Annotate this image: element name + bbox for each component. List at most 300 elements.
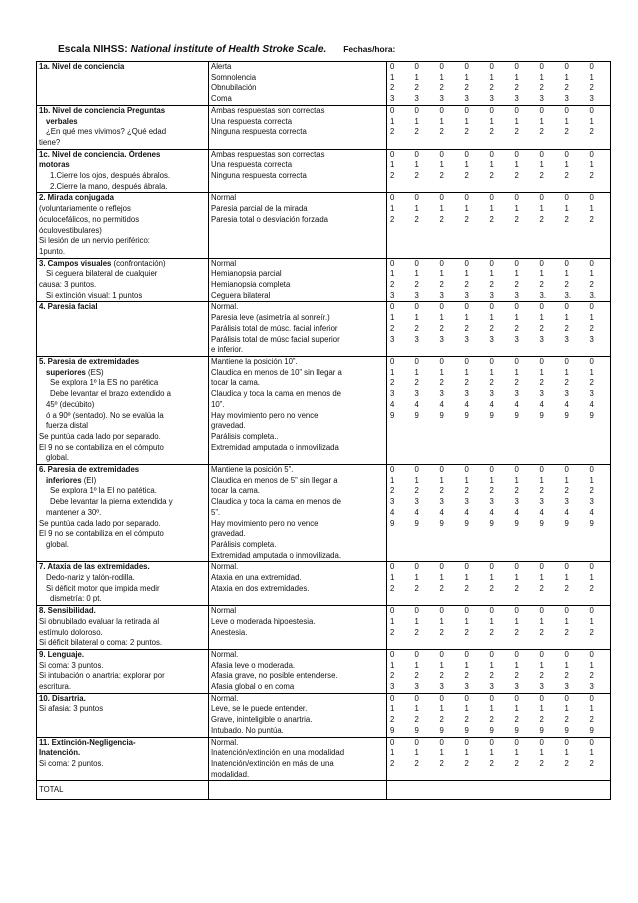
score-value: 0 [464,737,469,747]
score-value: 0 [439,465,444,475]
score-cell[interactable] [487,356,512,464]
score-value: 1 [414,475,419,485]
response-option: modalidad. [211,769,250,779]
response-option: Inatención/extinción en más de una [211,759,334,768]
score-cell[interactable] [462,258,487,302]
score-cell[interactable] [462,737,487,781]
score-cell[interactable] [387,649,412,693]
item-note: superiores (ES) [46,367,104,377]
score-cell[interactable] [537,606,562,650]
score-value: 0 [539,105,544,115]
score-cell[interactable] [587,258,611,302]
score-cell[interactable] [512,149,537,193]
score-cell[interactable] [462,62,487,106]
score-cell[interactable] [387,258,412,302]
score-cell[interactable] [512,562,537,606]
score-value: 0 [539,562,544,572]
score-value: 2 [539,627,544,637]
total-score-cell[interactable] [512,781,537,800]
score-cell[interactable] [387,606,412,650]
score-cell[interactable] [512,193,537,258]
score-cell[interactable] [562,606,587,650]
score-cell[interactable] [387,149,412,193]
response-option: Alerta [211,62,232,71]
score-cell[interactable] [412,149,437,193]
score-value: 1 [414,160,419,170]
score-value: 2 [589,627,594,637]
score-value: 3 [539,334,544,344]
response-option: Normal. [211,562,239,572]
score-cell[interactable] [512,649,537,693]
score-cell[interactable] [587,606,611,650]
score-value: 1 [390,616,395,626]
score-value: 2 [514,171,519,181]
score-cell[interactable] [537,105,562,149]
score-cell[interactable] [387,737,412,781]
score-value: 3 [390,497,395,507]
score-value: 2 [390,214,395,224]
score-value: 9 [439,725,444,735]
score-cell[interactable] [437,193,462,258]
score-cell[interactable] [562,649,587,693]
score-value: 2 [564,378,569,388]
item-note: óculocefálicos, no permitidos [39,214,140,224]
score-value: 0 [390,258,395,268]
score-value: 1 [564,160,569,170]
item-note: Si lesión de un nervio periférico: [39,236,150,246]
score-value: 1 [564,269,569,279]
score-value: 1 [414,573,419,583]
score-cell[interactable] [437,649,462,693]
table-row [37,562,611,606]
score-cell[interactable] [462,649,487,693]
score-cell[interactable] [587,193,611,258]
score-value: 0 [489,737,494,747]
item-note: tiene? [39,137,61,147]
score-cell[interactable] [587,105,611,149]
score-value: 0 [439,302,444,312]
score-value: 1 [489,748,494,758]
score-value: 0 [514,562,519,572]
score-cell[interactable] [412,62,437,106]
response-option: Afasia global o en coma [211,682,295,692]
score-cell[interactable] [512,356,537,464]
score-cell[interactable] [437,258,462,302]
score-value: 0 [439,737,444,747]
score-cell[interactable] [587,62,611,106]
score-value: 4 [414,399,419,409]
score-cell[interactable] [437,606,462,650]
item-title: 4. Paresia facial [39,302,98,312]
score-value: 9 [589,410,594,420]
response-option: Una respuesta correcta [211,116,293,126]
score-value: 1 [589,116,594,126]
score-value: 1 [564,313,569,323]
score-value: 2 [564,323,569,333]
score-value: 0 [390,193,395,203]
score-value: 3 [539,94,544,104]
score-cell[interactable] [412,356,437,464]
item-cell [37,693,209,737]
score-cell[interactable] [387,356,412,464]
response-option: Claudica y toca la cama en menos de [211,389,342,399]
score-value: 3 [439,682,444,692]
score-cell[interactable] [512,465,537,562]
score-value: 2 [390,127,395,137]
score-cell[interactable] [387,62,412,106]
score-cell[interactable] [387,465,412,562]
total-score-cell[interactable] [562,781,587,800]
total-score-cell[interactable] [537,781,562,800]
score-cell[interactable] [487,649,512,693]
response-option: Parálisis total de músc facial superior [211,334,340,344]
score-value: 2 [414,280,419,290]
score-cell[interactable] [512,737,537,781]
score-value: 0 [464,149,469,159]
score-value: 2 [589,759,594,768]
score-value: 0 [514,693,519,703]
score-value: 0 [564,465,569,475]
score-value: 1 [489,660,494,670]
score-value: 1 [589,72,594,82]
score-value: 1 [514,204,519,214]
score-value: 0 [564,62,569,71]
score-cell[interactable] [412,562,437,606]
responses-cell [209,465,387,562]
score-value: 0 [589,302,594,312]
score-cell[interactable] [562,149,587,193]
score-cell[interactable] [437,302,462,357]
score-value: 3 [514,497,519,507]
score-value: 4 [514,507,519,517]
response-option: Ninguna respuesta correcta [211,127,307,137]
item-cell [37,62,209,106]
score-cell[interactable] [537,465,562,562]
score-cell[interactable] [437,562,462,606]
score-value: 1 [414,704,419,714]
score-cell[interactable] [387,105,412,149]
score-value: 0 [489,105,494,115]
score-cell[interactable] [487,193,512,258]
total-score-cell[interactable] [462,781,487,800]
score-value: 1 [489,313,494,323]
score-cell[interactable] [562,693,587,737]
item-note: motoras [39,160,70,170]
score-value: 0 [439,606,444,616]
score-cell[interactable] [562,465,587,562]
score-cell[interactable] [412,302,437,357]
score-cell[interactable] [462,465,487,562]
score-value: 0 [464,105,469,115]
score-value: 2 [514,715,519,725]
score-value: 4 [539,399,544,409]
score-value: 3 [589,94,594,104]
item-note: El 9 no se contabiliza en el cómputo [39,442,164,452]
score-cell[interactable] [487,465,512,562]
score-value: 1 [439,367,444,377]
responses-cell [209,356,387,464]
score-cell[interactable] [512,105,537,149]
score-value: 1 [464,116,469,126]
score-value: 1 [589,475,594,485]
score-value: 3 [564,94,569,104]
score-cell[interactable] [587,149,611,193]
score-value: 1 [414,269,419,279]
score-value: 0 [489,149,494,159]
score-cell[interactable] [562,302,587,357]
score-value: 4 [514,399,519,409]
item-note: verbales [46,116,78,126]
score-cell[interactable] [412,649,437,693]
score-cell[interactable] [587,356,611,464]
response-option: Extremidad amputada o inmovilizada. [211,550,342,560]
item-note: 45º (decúbito) [46,399,95,409]
score-cell[interactable] [537,693,562,737]
score-cell[interactable] [587,465,611,562]
score-cell[interactable] [412,737,437,781]
score-value: 0 [539,149,544,159]
table-row [37,737,611,781]
item-note: Debe levantar el brazo extendido a [50,389,171,399]
score-value: 0 [390,649,395,659]
score-value: 0 [489,606,494,616]
score-cell[interactable] [387,693,412,737]
score-cell[interactable] [487,149,512,193]
score-cell[interactable] [512,62,537,106]
item-note: Si coma: 3 puntos. [39,660,104,670]
total-score-cell[interactable] [437,781,462,800]
score-cell[interactable] [587,693,611,737]
total-score-cell[interactable] [412,781,437,800]
score-value: 3 [414,389,419,399]
score-cell[interactable] [562,193,587,258]
total-score-cell[interactable] [387,781,412,800]
total-score-cell[interactable] [587,781,611,800]
score-cell[interactable] [412,465,437,562]
response-option: 10”. [211,399,225,409]
score-value: 0 [514,302,519,312]
score-value: 2 [564,83,569,93]
score-value: 0 [539,356,544,366]
score-cell[interactable] [462,693,487,737]
score-cell[interactable] [412,693,437,737]
score-value: 4 [489,507,494,517]
dates-label: Fechas/hora: [343,44,396,54]
score-value: 0 [489,193,494,203]
item-cell [37,562,209,606]
score-value: 1 [489,160,494,170]
score-value: 3 [514,94,519,104]
score-value: 0 [564,562,569,572]
score-cell[interactable] [462,302,487,357]
table-row [37,62,611,106]
item-cell [37,302,209,357]
response-option: Extremidad amputada o inmovilizada [211,442,339,452]
score-cell[interactable] [587,649,611,693]
score-cell[interactable] [512,693,537,737]
score-cell[interactable] [487,606,512,650]
score-value: 9 [564,410,569,420]
response-option: Ambas respuestas son correctas [211,105,325,115]
score-cell[interactable] [462,562,487,606]
score-cell[interactable] [462,193,487,258]
score-value: 1 [564,475,569,485]
score-value: 1 [489,475,494,485]
item-title: 7. Ataxia de las extremidades. [39,562,150,572]
score-cell[interactable] [512,302,537,357]
score-value: 1 [489,573,494,583]
score-cell[interactable] [487,562,512,606]
score-value: 3 [489,94,494,104]
score-value: 1 [489,116,494,126]
score-value: 1 [514,313,519,323]
score-cell[interactable] [562,356,587,464]
item-title: 9. Lenguaje. [39,649,85,659]
score-cell[interactable] [512,606,537,650]
score-value: 1 [414,116,419,126]
score-value: 2 [439,83,444,93]
score-value: 0 [390,62,395,71]
score-cell[interactable] [437,356,462,464]
score-value: 9 [564,518,569,528]
score-cell[interactable] [462,356,487,464]
score-cell[interactable] [537,737,562,781]
score-value: 2 [539,83,544,93]
score-cell[interactable] [587,562,611,606]
score-value: 2 [439,127,444,137]
score-cell[interactable] [412,258,437,302]
score-cell[interactable] [537,258,562,302]
score-value: 0 [414,693,419,703]
score-cell[interactable] [487,258,512,302]
score-value: 2 [514,83,519,93]
score-cell[interactable] [437,149,462,193]
response-option: Claudica en menos de 10” sin llegar a [211,367,342,377]
score-cell[interactable] [412,606,437,650]
score-value: 1 [439,204,444,214]
score-value: 0 [564,606,569,616]
score-cell[interactable] [562,562,587,606]
document-header [58,44,395,55]
score-cell[interactable] [587,737,611,781]
score-value: 1 [589,367,594,377]
score-value: 1 [464,616,469,626]
score-cell[interactable] [537,149,562,193]
score-cell[interactable] [437,62,462,106]
score-value: 2 [414,486,419,496]
score-cell[interactable] [412,105,437,149]
score-cell[interactable] [487,302,512,357]
table-row [37,258,611,302]
score-cell[interactable] [387,562,412,606]
score-value: 0 [489,302,494,312]
score-value: 2 [464,83,469,93]
responses-cell [209,62,387,106]
score-value: 2 [414,127,419,137]
score-cell[interactable] [537,302,562,357]
score-value: 1 [464,72,469,82]
response-option: Intubado. No puntúa. [211,725,284,735]
item-note: Si intubación o anartria: explorar por [39,671,165,681]
score-cell[interactable] [512,258,537,302]
score-value: 2 [390,627,395,637]
score-value: 0 [514,193,519,203]
score-value: 1 [514,475,519,485]
score-value: 3 [390,290,395,300]
score-cell[interactable] [437,105,462,149]
score-cell[interactable] [537,562,562,606]
score-cell[interactable] [537,356,562,464]
score-cell[interactable] [562,258,587,302]
score-cell[interactable] [487,105,512,149]
score-value: 2 [589,127,594,137]
score-value: 9 [539,410,544,420]
score-value: 1 [564,704,569,714]
score-value: 0 [414,62,419,71]
score-value: 9 [489,725,494,735]
score-cell[interactable] [537,193,562,258]
score-value: 1 [564,616,569,626]
item-cell [37,649,209,693]
score-value: 0 [390,693,395,703]
score-cell[interactable] [562,737,587,781]
total-score-cell[interactable] [487,781,512,800]
nihss-table [36,61,611,800]
score-cell[interactable] [387,302,412,357]
score-cell[interactable] [562,105,587,149]
score-cell[interactable] [537,62,562,106]
item-note: ¿En qué mes vivimos? ¿Qué edad [46,127,167,137]
score-cell[interactable] [462,105,487,149]
score-value: 2 [539,171,544,181]
response-option: Parálisis total de músc. facial inferior [211,323,338,333]
score-cell[interactable] [462,606,487,650]
score-value: 2 [564,280,569,290]
score-value: 0 [539,193,544,203]
score-cell[interactable] [487,693,512,737]
score-value: 1 [390,72,395,82]
score-value: 2 [589,671,594,681]
score-value: 3 [390,334,395,344]
score-cell[interactable] [437,737,462,781]
score-cell[interactable] [487,62,512,106]
responses-cell [209,302,387,357]
score-value: 2 [489,171,494,181]
score-value: 2 [390,583,395,593]
response-option: Parálisis completa.. [211,431,279,441]
score-cell[interactable] [537,649,562,693]
score-cell[interactable] [562,62,587,106]
score-value: 1 [564,660,569,670]
score-value: 0 [514,258,519,268]
score-cell[interactable] [462,149,487,193]
response-option: Una respuesta correcta [211,160,293,170]
score-value: 0 [514,737,519,747]
score-cell[interactable] [412,193,437,258]
score-value: 2 [489,378,494,388]
score-cell[interactable] [487,737,512,781]
score-value: 2 [564,127,569,137]
score-value: 0 [414,302,419,312]
score-value: 2 [564,715,569,725]
score-cell[interactable] [587,302,611,357]
score-cell[interactable] [387,193,412,258]
score-value: 2 [414,214,419,224]
response-option: Grave, ininteligible o anartria. [211,715,313,725]
responses-cell [209,193,387,258]
score-cell[interactable] [437,465,462,562]
score-cell[interactable] [437,693,462,737]
